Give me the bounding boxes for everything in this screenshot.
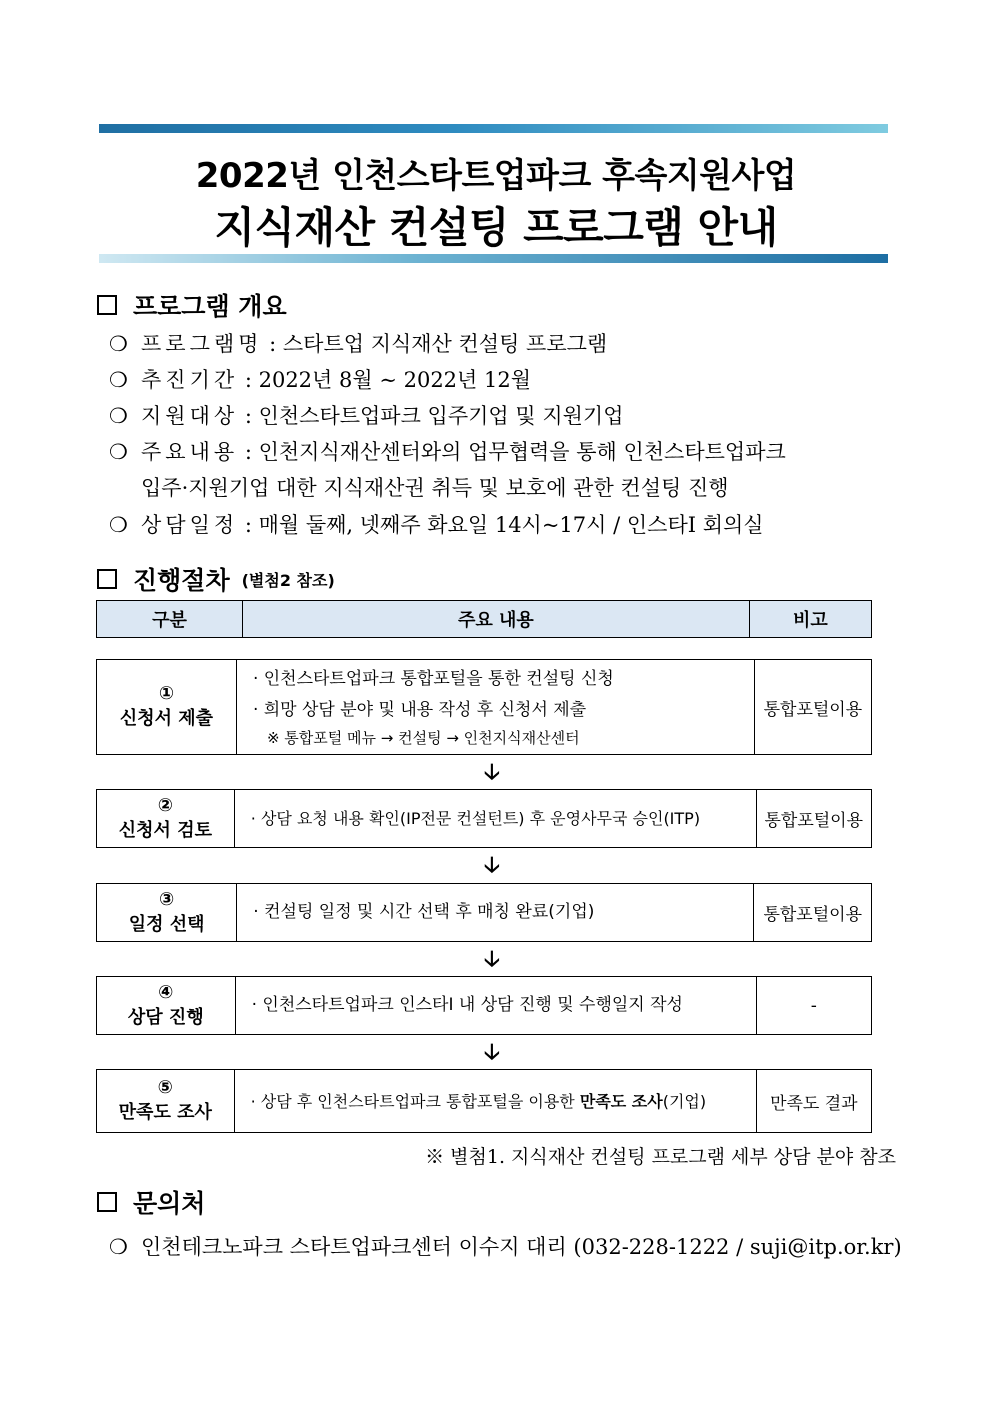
step-content-cell: · 상담 후 인천스타트업파크 통합포털을 이용한 만족도 조사(기업) bbox=[234, 1070, 756, 1133]
overview-item-schedule: ❍ 상담일정 : 매월 둘째, 넷째주 화요일 14시~17시 / 인스타Ⅰ 회의실 bbox=[109, 513, 764, 537]
section-contact-heading bbox=[97, 1184, 205, 1220]
overview-item-content: ❍ 주요내용 : 인천지식재산센터와의 업무협력을 통해 인천스타트업파크 bbox=[109, 440, 786, 464]
step-name-cell: ⑤ 만족도 조사 bbox=[97, 1070, 235, 1133]
title-bar-bottom bbox=[99, 254, 888, 263]
circle-bullet-icon: ❍ bbox=[109, 440, 128, 464]
overview-item-period: ❍ 추진기간 : 2022년 8월 ∼ 2022년 12월 bbox=[109, 368, 532, 392]
step-content-cell: · 컨설팅 일정 및 시간 선택 후 매칭 완료(기업) bbox=[237, 884, 754, 942]
down-arrow-icon: 🡣 bbox=[484, 947, 500, 972]
section-procedure-heading bbox=[97, 561, 335, 597]
down-arrow-icon: 🡣 bbox=[484, 1040, 500, 1065]
step-content-cell: · 인천스타트업파크 인스타Ⅰ 내 상담 진행 및 수행일지 작성 bbox=[235, 977, 756, 1035]
title-line-2: 지식재산 컨설팅 프로그램 안내 bbox=[214, 203, 778, 252]
step-note-cell: 통합포털이용 bbox=[756, 790, 872, 848]
step-name-cell: ① 신청서 제출 bbox=[97, 660, 237, 755]
square-bullet-icon bbox=[97, 1192, 117, 1212]
square-bullet-icon bbox=[97, 569, 117, 589]
step-name-cell: ④ 상담 진행 bbox=[97, 977, 236, 1035]
procedure-step-4 bbox=[96, 976, 872, 1035]
procedure-step-1 bbox=[96, 659, 872, 755]
title-bar-top bbox=[99, 124, 888, 133]
overview-item-target: ❍ 지원대상 : 인천스타트업파크 입주기업 및 지원기업 bbox=[109, 404, 624, 428]
step-note-cell: 만족도 결과 bbox=[756, 1070, 871, 1133]
section-procedure-title: 진행절차 bbox=[133, 566, 230, 595]
step-note-cell: 통합포털이용 bbox=[754, 884, 872, 942]
column-header-content: 주요 내용 bbox=[242, 601, 749, 638]
section-contact-title: 문의처 bbox=[133, 1189, 206, 1218]
down-arrow-icon: 🡣 bbox=[484, 760, 500, 785]
step-name-cell: ② 신청서 검토 bbox=[97, 790, 235, 848]
procedure-ref: (별첨2 참조) bbox=[241, 570, 335, 590]
down-arrow-icon: 🡣 bbox=[484, 853, 500, 878]
circle-bullet-icon: ❍ bbox=[109, 332, 128, 356]
step-name-cell: ③ 일정 선택 bbox=[97, 884, 237, 942]
section-overview-title: 프로그램 개요 bbox=[133, 292, 287, 321]
overview-item-content-cont: 입주·지원기업 대한 지식재산권 취득 및 보호에 관한 컨설팅 진행 bbox=[141, 476, 729, 500]
procedure-step-3 bbox=[96, 883, 872, 942]
circle-bullet-icon: ❍ bbox=[109, 513, 128, 537]
procedure-header-table bbox=[96, 600, 872, 638]
section-overview-heading bbox=[97, 287, 287, 323]
overview-item-name: ❍ 프로그램명 : 스타트업 지식재산 컨설팅 프로그램 bbox=[109, 332, 608, 356]
step-note-cell: - bbox=[756, 977, 871, 1035]
step-content-cell: · 인천스타트업파크 통합포털을 통한 컨설팅 신청 · 희망 상담 분야 및 내용 작성 후 신청서 제출 ※ 통합포털 메뉴 → 컨설팅 → 인천지식재산센터 bbox=[236, 660, 754, 755]
procedure-step-2 bbox=[96, 789, 872, 848]
circle-bullet-icon: ❍ bbox=[109, 368, 128, 392]
column-header-note: 비고 bbox=[749, 601, 871, 638]
square-bullet-icon bbox=[97, 295, 117, 315]
column-header-category: 구분 bbox=[97, 601, 243, 638]
circle-bullet-icon: ❍ bbox=[109, 1235, 128, 1259]
procedure-footnote: ※ 별첨1. 지식재산 컨설팅 프로그램 세부 상담 분야 참조 bbox=[425, 1146, 896, 1168]
contact-info: ❍ 인천테크노파크 스타트업파크센터 이수지 대리 (032-228-1222 / suji@itp.or.kr) bbox=[109, 1235, 902, 1259]
circle-bullet-icon: ❍ bbox=[109, 404, 128, 428]
title-line-1: 2022년 인천스타트업파크 후속지원사업 bbox=[195, 156, 797, 196]
procedure-step-5 bbox=[96, 1069, 872, 1133]
step-note-cell: 통합포털이용 bbox=[754, 660, 871, 755]
step-content-cell: · 상담 요청 내용 확인(IP전문 컨설턴트) 후 운영사무국 승인(ITP) bbox=[234, 790, 756, 848]
